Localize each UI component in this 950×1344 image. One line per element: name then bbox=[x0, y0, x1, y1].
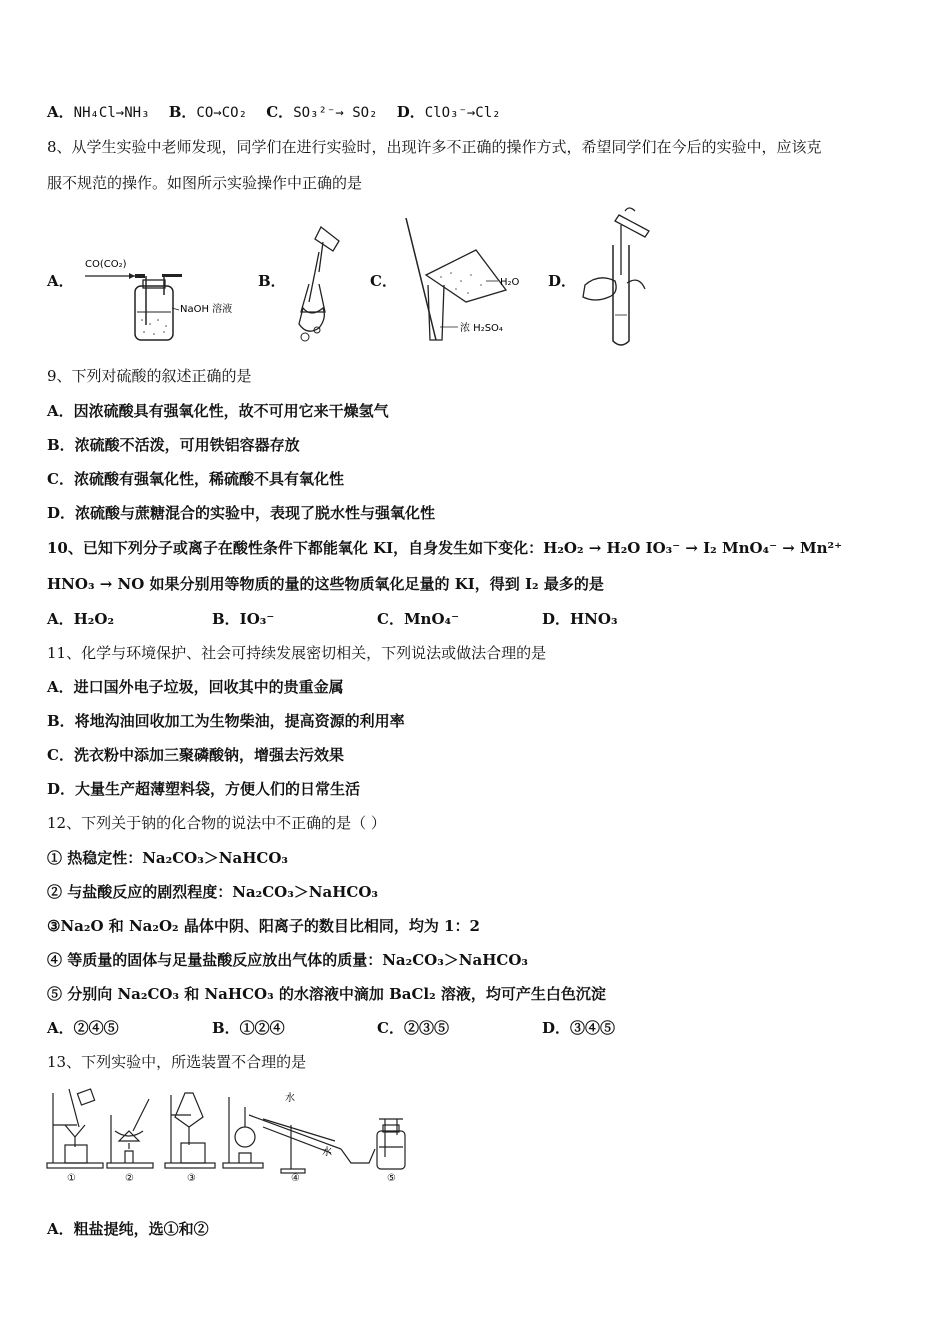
q12-stem: 12、下列关于钠的化合物的说法中不正确的是（ ） bbox=[47, 814, 386, 832]
q12-statement-2: ② 与盐酸反应的剧烈程度：Na₂CO₃＞NaHCO₃ bbox=[47, 883, 378, 901]
q10-option-b: B．IO₃⁻ bbox=[212, 610, 275, 628]
q12-option-c: C．②③⑤ bbox=[377, 1019, 449, 1037]
q9-option-d: D．浓硫酸与蔗糖混合的实验中，表现了脱水性与强氧化性 bbox=[47, 504, 436, 522]
q7-option-d: D．ClO₃⁻→Cl₂ bbox=[396, 103, 501, 121]
q8-stem-line1: 8、从学生实验中老师发现，同学们在进行实验时，出现许多不正确的操作方式，希望同学们在今后的实验中，应该克 bbox=[47, 138, 822, 156]
q13-apparatus-3 bbox=[165, 1093, 215, 1168]
q12-statement-5: ⑤ 分别向 Na₂CO₃ 和 NaHCO₃ 的水溶液中滴加 BaCl₂ 溶液，均可产生白色沉淀 bbox=[47, 985, 606, 1003]
q11-option-d: D．大量生产超薄塑料袋，方便人们的日常生活 bbox=[47, 780, 361, 798]
q10-options bbox=[47, 609, 618, 629]
q13-number-2: ② bbox=[125, 1173, 134, 1184]
q8-label-b: B． bbox=[258, 272, 286, 290]
q13-apparatus-4 bbox=[223, 1097, 375, 1173]
q13-number-5: ⑤ bbox=[387, 1173, 396, 1184]
q12-option-b: B．①②④ bbox=[212, 1019, 285, 1037]
q8-label-d: D． bbox=[548, 272, 577, 290]
q13-apparatus-1 bbox=[47, 1089, 103, 1168]
q12-statement-3: ③Na₂O 和 Na₂O₂ 晶体中阴、阳离子的数目比相同，均为 1：2 bbox=[47, 917, 480, 935]
q12-option-d: D．③④⑤ bbox=[542, 1019, 616, 1037]
q11-stem: 11、化学与环境保护、社会可持续发展密切相关，下列说法或做法合理的是 bbox=[47, 644, 547, 662]
q12-option-a: A．②④⑤ bbox=[47, 1019, 119, 1037]
q13-apparatus-2 bbox=[107, 1099, 153, 1168]
q10-option-c: C．MnO₄⁻ bbox=[377, 610, 460, 628]
q8-figure-c bbox=[396, 215, 546, 347]
q13-figure bbox=[45, 1085, 415, 1185]
q9-option-a: A．因浓硫酸具有强氧化性，故不可用它来干燥氢气 bbox=[47, 402, 389, 420]
q7-options bbox=[47, 102, 501, 123]
q10-stem-line1: 10、已知下列分子或离子在酸性条件下都能氧化 KI，自身发生如下变化：H₂O₂ → H₂O IO₃⁻ → I₂ MnO₄⁻ → Mn²⁺ bbox=[47, 539, 843, 557]
q11-option-b: B．将地沟油回收加工为生物柴油，提高资源的利用率 bbox=[47, 712, 405, 730]
q10-stem-line2: HNO₃ → NO 如果分别用等物质的量的这些物质氧化足量的 KI，得到 I₂ 最多的是 bbox=[47, 575, 604, 593]
q11-option-a: A．进口国外电子垃圾，回收其中的贵重金属 bbox=[47, 678, 344, 696]
q8-stem-line2: 服不规范的操作。如图所示实验操作中正确的是 bbox=[47, 174, 363, 192]
q13-number-1: ① bbox=[67, 1173, 76, 1184]
q13-apparatus-5 bbox=[377, 1119, 405, 1169]
q12-options bbox=[47, 1018, 615, 1038]
q13-stem: 13、下列实验中，所选装置不合理的是 bbox=[47, 1053, 307, 1071]
q8-a-liquid-label: NaOH 溶液 bbox=[180, 304, 233, 315]
q10-option-a: A．H₂O₂ bbox=[47, 610, 115, 628]
q7-option-a: A．NH₄Cl→NH₃ bbox=[47, 103, 150, 121]
q13-option-a: A．粗盐提纯，选①和② bbox=[47, 1220, 209, 1238]
q7-option-b: B．CO→CO₂ bbox=[168, 103, 247, 121]
q12-statement-1: ① 热稳定性：Na₂CO₃＞NaHCO₃ bbox=[47, 849, 288, 867]
q8-figure-d bbox=[575, 205, 670, 350]
q8-label-c: C． bbox=[370, 272, 397, 290]
q9-option-c: C．浓硫酸有强氧化性，稀硫酸不具有氧化性 bbox=[47, 470, 344, 488]
q9-stem: 9、下列对硫酸的叙述正确的是 bbox=[47, 367, 252, 385]
q13-water-label-top: 水 bbox=[285, 1093, 295, 1104]
q8-figure-b bbox=[283, 222, 353, 347]
q13-number-4: ④ bbox=[291, 1173, 300, 1184]
q7-option-c: C．SO₃²⁻→ SO₂ bbox=[266, 103, 378, 121]
q13-number-3: ③ bbox=[187, 1173, 196, 1184]
q8-figure-a bbox=[80, 250, 250, 345]
q8-c-acid-label: 浓 H₂SO₄ bbox=[460, 323, 503, 334]
q9-option-b: B．浓硫酸不活泼，可用铁铝容器存放 bbox=[47, 436, 300, 454]
q12-statement-4: ④ 等质量的固体与足量盐酸反应放出气体的质量：Na₂CO₃＞NaHCO₃ bbox=[47, 951, 528, 969]
q10-option-d: D．HNO₃ bbox=[542, 610, 618, 628]
q11-option-c: C．洗衣粉中添加三聚磷酸钠，增强去污效果 bbox=[47, 746, 344, 764]
q8-label-a: A． bbox=[47, 272, 74, 290]
q8-c-water-label: H₂O bbox=[500, 277, 520, 288]
q13-water-label-bottom: 水 bbox=[322, 1147, 332, 1158]
q8-a-gas-label: CO(CO₂) bbox=[85, 259, 127, 270]
